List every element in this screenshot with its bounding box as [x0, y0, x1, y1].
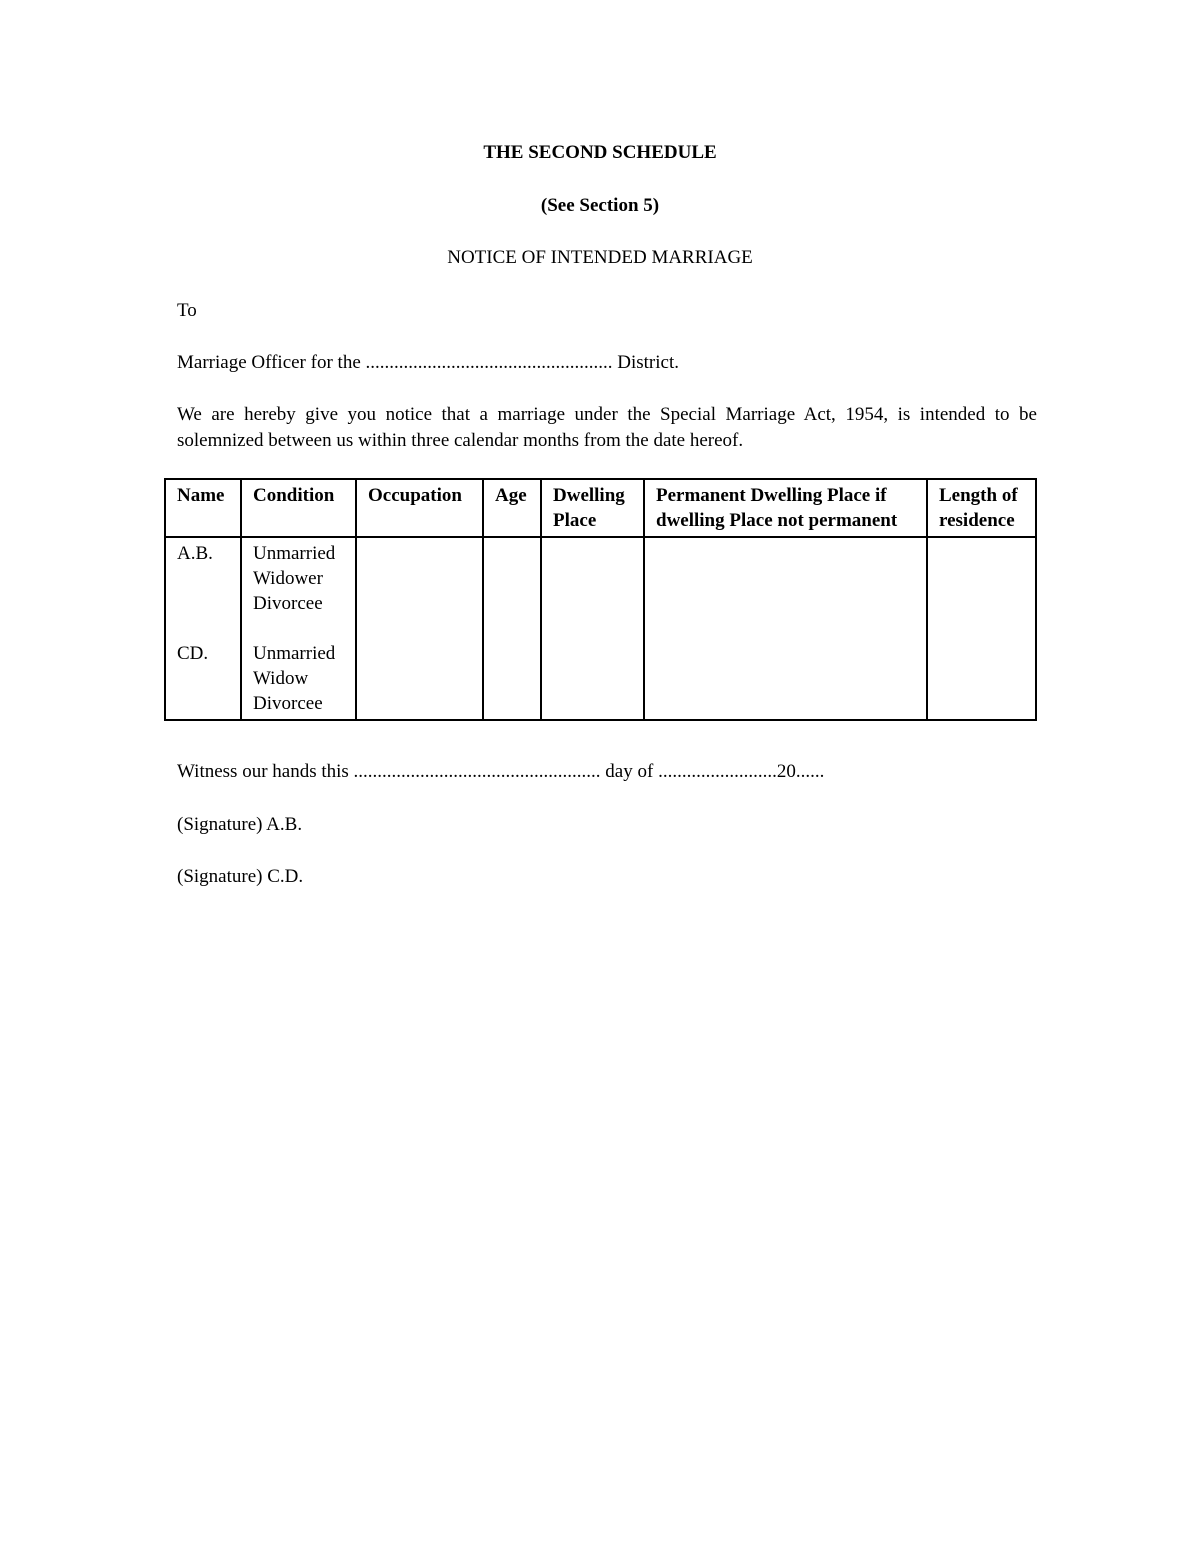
spacer — [177, 616, 230, 641]
length-of-residence-cell — [927, 537, 1036, 720]
signature-cd: (Signature) C.D. — [177, 866, 304, 887]
name-ab: A.B. — [177, 543, 213, 564]
header-name: Name — [165, 479, 241, 537]
condition-ab-widower: Widower — [253, 568, 323, 589]
address-to: To — [177, 300, 197, 321]
header-permanent-dwelling: Permanent Dwelling Place if dwelling Place not permanent — [644, 479, 927, 537]
schedule-table — [164, 478, 1037, 721]
condition-cell — [241, 537, 356, 720]
dwelling-place-cell — [541, 537, 644, 720]
intro-paragraph: We are hereby give you notice that a marriage under the Special Marriage Act, 1954, is intended to be solemnized between us within three calendar months from the date hereof. — [177, 404, 1037, 451]
spacer — [253, 616, 345, 641]
table-row — [165, 537, 1036, 720]
occupation-cell — [356, 537, 483, 720]
condition-cd-widow: Widow — [253, 668, 309, 689]
condition-cd-unmarried: Unmarried — [253, 643, 336, 664]
header-occupation: Occupation — [356, 479, 483, 537]
condition-ab-unmarried: Unmarried — [253, 543, 336, 564]
notice-title: NOTICE OF INTENDED MARRIAGE — [447, 247, 753, 268]
spacer — [177, 566, 230, 591]
header-length-of-residence: Length of residence — [927, 479, 1036, 537]
name-cd: CD. — [177, 643, 209, 664]
condition-cd-divorcee: Divorcee — [253, 693, 323, 714]
witness-line: Witness our hands this .................................................... day of .........................20...... — [177, 761, 825, 782]
permanent-dwelling-cell — [644, 537, 927, 720]
header-dwelling-place: Dwelling Place — [541, 479, 644, 537]
section-reference: (See Section 5) — [540, 195, 660, 216]
age-cell — [483, 537, 541, 720]
schedule-title: THE SECOND SCHEDULE — [483, 142, 717, 163]
name-cell — [165, 537, 241, 720]
signature-ab: (Signature) A.B. — [177, 814, 303, 835]
table-header-row — [165, 479, 1036, 537]
spacer — [177, 591, 230, 616]
header-condition: Condition — [241, 479, 356, 537]
marriage-officer-line: Marriage Officer for the .................................................... District. — [177, 352, 679, 373]
condition-ab-divorcee: Divorcee — [253, 593, 323, 614]
header-age: Age — [483, 479, 541, 537]
